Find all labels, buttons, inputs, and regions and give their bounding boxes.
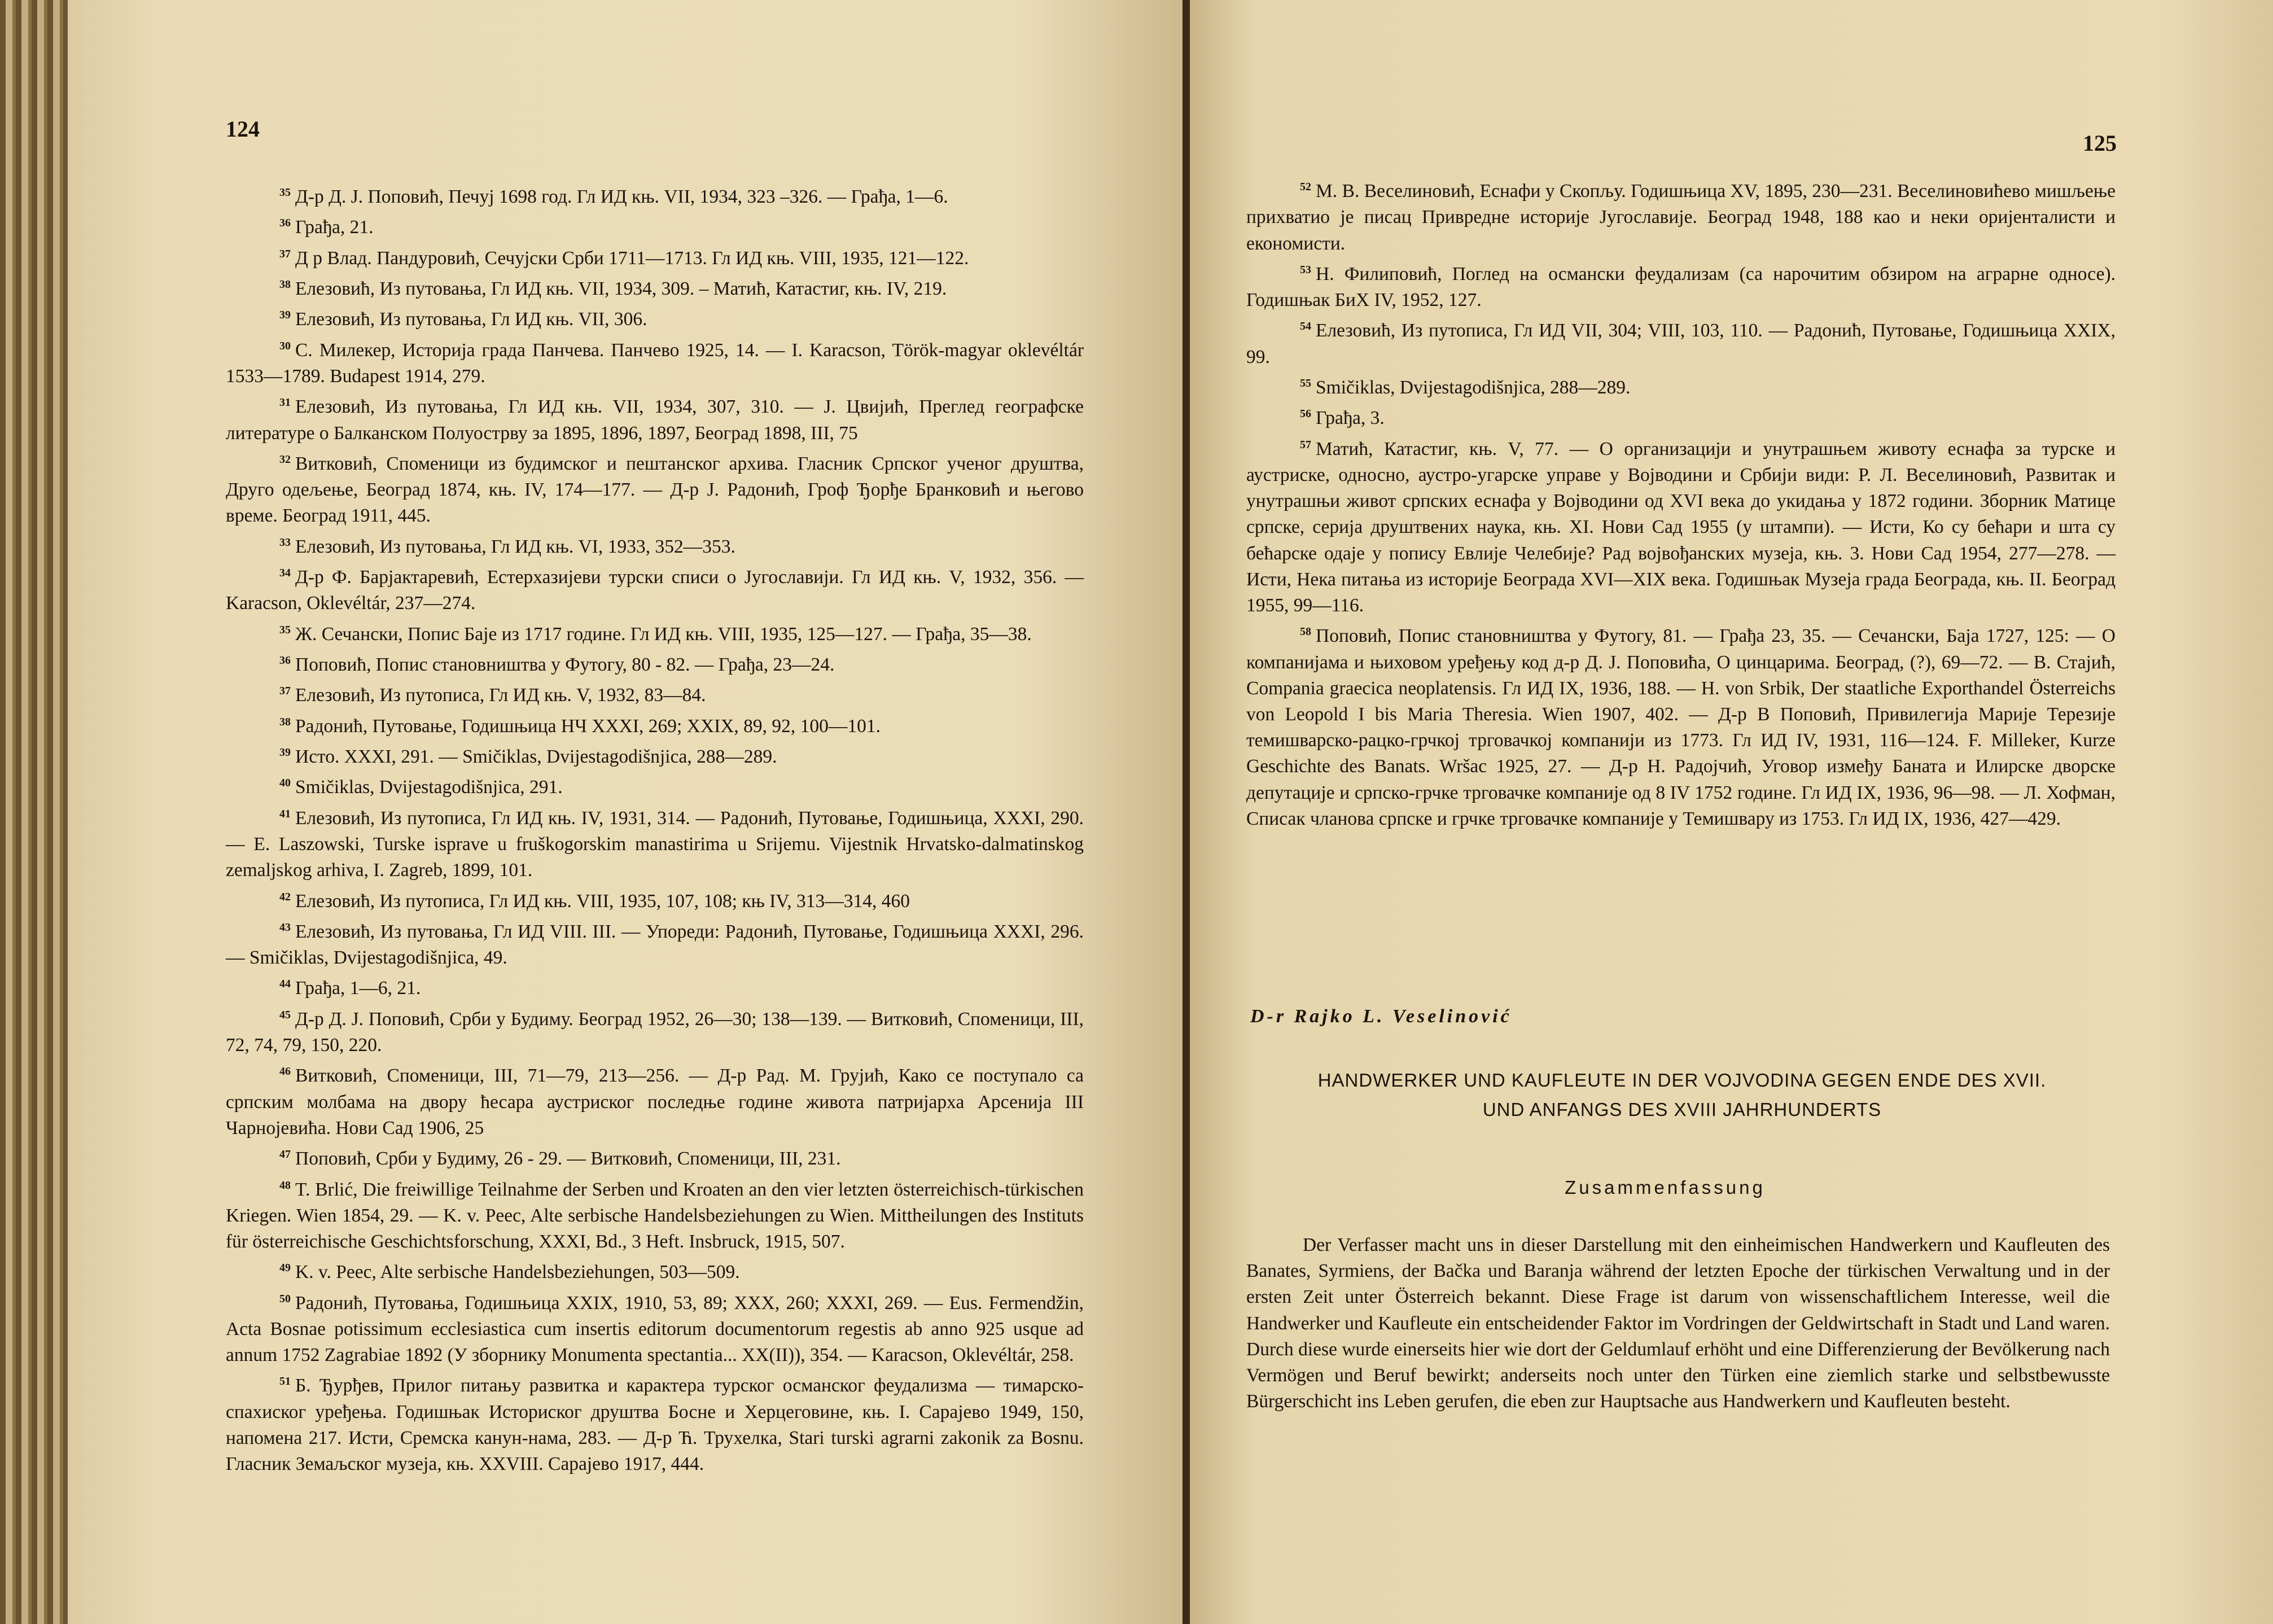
footnote-text: K. v. Peec, Alte serbische Handelsbeziehungen, 503—509. bbox=[295, 1262, 740, 1283]
footnote-text: Грађа, 1—6, 21. bbox=[295, 978, 421, 999]
footnote-text: Елезовић, Из путописа, Гл ИД VII, 304; VIII, 103, 110. — Радонић, Путовање, Годишњица XXIX, 99. bbox=[1246, 320, 2116, 367]
footnote-number: 56 bbox=[1300, 408, 1311, 421]
footnote-number: 38 bbox=[279, 715, 291, 728]
footnote-text: Елезовић, Из путовања, Гл ИД књ. VI, 1933, 352—353. bbox=[295, 536, 735, 557]
footnote-number: 47 bbox=[279, 1148, 291, 1161]
footnote-number: 36 bbox=[279, 217, 291, 230]
footnote bbox=[226, 180, 1084, 210]
footnote-number: 55 bbox=[1300, 377, 1311, 389]
footnote-text: Елезовић, Из путовања, Гл ИД VIII. III. — Упореди: Радонић, Путовање, Годишњица XXXI, 296. — Smičiklas, Dvijestagodišnjica, 49. bbox=[226, 921, 1084, 969]
footnote-text: Поповић, Попис становништва у Футогу, 81. — Грађа 23, 35. — Сечански, Баја 1727, 125: — О компанијама и њиховом уређењу код д-р Д. Ј. Поповића, О цинцарима. Београд, (?), 69—72. — В. Стајић, Compania graecica neoplatensis. Гл ИД IX, 1936, 188. — H. von Srbik, Der staatliche Exporthandel Österreichs von Leopold I bis Maria Theresia. Wien 1907, 402. — Д-р В Поповић, Привилегија Марије Терезије темишварско-рацко-грчкој трговачкој компанији из 1773. Гл ИД IV, 1931, 116—124. F. Milleker, Kurze Geschichte des Banats. Wršac 1925, 27. — Д-р Н. Радојчић, Уговор између Баната и Илирске дворске депутације и српско-грчке трговачке компаније од 8 IV 1752 године. Гл ИД IX, 1936, 96—98. — Л. Хофман, Списак чланова српске и грчке трговачке компаније у Темишвару из 1753. Гл ИД IX, 1936, 427—429. bbox=[1246, 625, 2116, 829]
footnote-text: Д-р Д. Ј. Поповић, Печуј 1698 год. Гл ИД књ. VII, 1934, 323 –326. — Грађа, 1—6. bbox=[295, 186, 948, 208]
footnote-text: Д-р Ф. Барјактаревић, Естерхазијеви турски списи о Југославији. Гл ИД књ. V, 1932, 356. — Karacson, Oklevéltár, 237—274. bbox=[226, 567, 1084, 614]
footnote bbox=[226, 333, 1084, 390]
footnote-text: Радонић, Путовање, Годишњица НЧ XXXI, 269; XXIX, 89, 92, 100—101. bbox=[295, 715, 881, 737]
footnote-text: Ж. Сечански, Попис Баје из 1717 године. Гл ИД књ. VIII, 1935, 125—127. — Грађа, 35—38. bbox=[295, 623, 1032, 645]
footnote-text: Smičiklas, Dvijestagodišnjica, 291. bbox=[295, 777, 563, 798]
footnote-number: 49 bbox=[279, 1262, 291, 1275]
footnote bbox=[226, 447, 1084, 529]
footnote-number: 35 bbox=[279, 623, 291, 636]
footnote-text: Витковић, Споменици из будимског и пештанског архива. Гласник Српског ученог друштва, Друго одељење, Београд 1874, књ. IV, 174—177. — Д-р Ј. Радонић, Гроф Ђорђе Бранковић и његово време. Београд 1911, 445. bbox=[226, 453, 1084, 527]
footnote-number: 45 bbox=[279, 1008, 291, 1021]
footnote bbox=[226, 302, 1084, 332]
footnote bbox=[226, 1286, 1084, 1369]
footnote bbox=[226, 1058, 1084, 1141]
footnote-text: Елезовић, Из путописа, Гл ИД књ. VIII, 1935, 107, 108; књ IV, 313—314, 460 bbox=[295, 890, 910, 912]
footnote-text: Матић, Катастиг, књ. V, 77. — О организацији и унутрашњем животу еснафа за турске и аустриске, односно, аустро-угарске управе у Војводини и Србији види: Р. Л. Веселиновић, Развитак и унутрашњи живот српских еснафа у Војводини од XVI века до укидања у 1872 години. Зборник Матице српске, серија друштвених наука, књ. XI. Нови Сад 1955 (у штампи). — Исти, Ко су бећари и шта су бећарске одаје у попису Евлије Челебије? Рад војвођанских музеја, књ. 3. Нови Сад 1954, 277—278. — Исти, Нека питања из историје Београда XVI—XIX века. Годишњак Музеја града Београда, књ. II. Београд 1955, 99—116. bbox=[1246, 438, 2116, 616]
footnote-number: 52 bbox=[1300, 181, 1311, 193]
footnote bbox=[226, 801, 1084, 884]
footnote bbox=[1246, 432, 2116, 619]
page-edges bbox=[0, 0, 68, 1624]
footnote-text: Д-р Д. Ј. Поповић, Срби у Будиму. Београд 1952, 26—30; 138—139. — Витковић, Споменици, III, 72, 74, 79, 150, 220. bbox=[226, 1008, 1084, 1056]
footnote bbox=[226, 1172, 1084, 1255]
footnote-number: 36 bbox=[279, 654, 291, 667]
footnote-number: 33 bbox=[279, 536, 291, 549]
footnote-text: Радонић, Путовања, Годишњица XXIX, 1910, 53, 89; XXX, 260; XXXI, 269. — Eus. Fermendžin, Acta Bosnae potissimum ecclesiastica cum insertis editorum documentorum regestis ab anno 925 usque ad annum 1752 Zagrabiae 1892 (У зборнику Monumenta spectantia... XX(II)), 354. — Karacson, Oklevéltár, 258. bbox=[226, 1292, 1084, 1366]
footnote-number: 40 bbox=[279, 777, 291, 790]
footnote-number: 31 bbox=[279, 396, 291, 409]
footnote-text: М. В. Веселиновић, Еснафи у Скопљу. Годишњица XV, 1895, 230—231. Веселиновићево мишљење прихватио је писац Привредне историје Југославије. Београд 1948, 188 као и неки оријенталисти и економисти. bbox=[1246, 181, 2116, 254]
footnote-number: 48 bbox=[279, 1179, 291, 1192]
footnote-number: 53 bbox=[1300, 263, 1311, 276]
summary-text: Der Verfasser macht uns in dieser Darstellung mit den einheimischen Handwerkern und Kaufleuten des Banates, Syrmiens, der Bačka und Baranja während der letzten Epoche der türkischen Verwaltung und in der ersten Zeit unter Österreich bekannt. Diese Frage ist darum von wissenschaftlichem Interesse, weil die Handwerker und Kaufleute ein entscheidender Faktor im Vordringen der Geldwirtschaft in Stadt und Land waren. Durch diese wurde einerseits hier wie dort der Geldumlauf erhöht und eine Differenzierung der Bevölkerung nach Vermögen und Beruf bewirkt; anderseits noch unter den Türken eine ziemlich starke und selbstbewusste Bürgerschicht ins Leben gerufen, die eben zur Hauptsache aus Handwerkern und Kaufleuten besteht. bbox=[1246, 1235, 2110, 1412]
footnote-text: С. Милекер, Историја града Панчева. Панчево 1925, 14. — I. Karacson, Török-magyar oklevéltár 1533—1789. Budapest 1914, 279. bbox=[226, 339, 1084, 387]
footnote-text: Поповић, Срби у Будиму, 26 - 29. — Витковић, Споменици, III, 231. bbox=[295, 1148, 841, 1170]
footnote-text: Н. Филиповић, Поглед на османски феудализам (са нарочитим обзиром на аграрне односе). Годишњак БиХ IV, 1952, 127. bbox=[1246, 263, 2116, 311]
footnote-text: Д р Влад. Пандуровић, Сечујски Срби 1711—1713. Гл ИД књ. VIII, 1935, 121—122. bbox=[295, 247, 969, 269]
footnote-number: 46 bbox=[279, 1065, 291, 1078]
footnote-text: Елезовић, Из путописа, Гл ИД књ. V, 1932, 83—84. bbox=[295, 685, 706, 706]
footnote bbox=[1246, 401, 2116, 431]
footnote-text: Витковић, Споменици, III, 71—79, 213—256. — Д-р Рад. М. Грујић, Како се поступало са српским молбама на двору ћесара аустриског последње године живота патријарха Арсенија III Чарнојевића. Нови Сад 1906, 25 bbox=[226, 1065, 1084, 1139]
footnote bbox=[226, 914, 1084, 971]
footnote bbox=[226, 709, 1084, 739]
footnote-text: Грађа, 21. bbox=[295, 217, 374, 238]
footnote bbox=[226, 1255, 1084, 1285]
footnote-number: 51 bbox=[279, 1375, 291, 1388]
footnote-number: 44 bbox=[279, 978, 291, 991]
footnote-number: 35 bbox=[279, 186, 291, 199]
footnote bbox=[226, 1002, 1084, 1059]
footnote bbox=[226, 971, 1084, 1001]
title-line-1: HANDWERKER UND KAUFLEUTE IN DER VOJVODINA GEGEN ENDE DES XVII. bbox=[1317, 1070, 2047, 1091]
footnote-number: 34 bbox=[279, 567, 291, 580]
footnote-text: Грађа, 3. bbox=[1316, 408, 1385, 429]
footnote bbox=[226, 739, 1084, 770]
footnote-number: 30 bbox=[279, 339, 291, 352]
footnote-number: 50 bbox=[279, 1292, 291, 1305]
footnote bbox=[226, 647, 1084, 678]
footnote bbox=[1246, 370, 2116, 401]
footnote bbox=[226, 210, 1084, 240]
footnote-number: 37 bbox=[279, 685, 291, 698]
footnote bbox=[1246, 619, 2116, 832]
footnote-number: 41 bbox=[279, 807, 291, 820]
footnote-text: T. Brlić, Die freiwillige Teilnahme der Serben und Kroaten an den vier letzten österreichisch-türkischen Kriegen. Wien 1854, 29. — K. v. Peec, Alte serbische Handelsbeziehungen zu Wien. Mittheilungen des Instituts für österreichische Geschichtsforschung, XXXI, Bd., 3 Heft. Insbruck, 1915, 507. bbox=[226, 1179, 1084, 1253]
footnote bbox=[226, 560, 1084, 617]
footnote-text: Б. Ђурђев, Прилог питању развитка и карактера турског османског феудализма — тимарско-спахиског уређења. Годишњак Историског друштва Босне и Херцеговине, књ. I. Сарајево 1949, 150, напомена 217. Исти, Сремска канун-нама, 283. — Д-р Ћ. Трухелка, Stari turski agrarni zakonik za Bosnu. Гласник Земаљског музеја, књ. XXVIII. Сарајево 1917, 444. bbox=[226, 1375, 1084, 1475]
footnote-number: 32 bbox=[279, 453, 291, 466]
footnote bbox=[1246, 174, 2116, 257]
left-footnotes bbox=[226, 180, 1084, 1477]
footnote bbox=[226, 1368, 1084, 1477]
footnote-number: 43 bbox=[279, 921, 291, 934]
footnote-text: Исто. XXXI, 291. — Smičiklas, Dvijestagodišnjica, 288—289. bbox=[295, 746, 777, 768]
footnote-text: Елезовић, Из путовања, Гл ИД књ. VII, 1934, 307, 310. — Ј. Цвијић, Преглед географске литературе о Балканском Полуострву за 1895, 1896, 1897, Београд 1898, III, 75 bbox=[226, 396, 1084, 444]
footnote bbox=[1246, 257, 2116, 314]
footnote-number: 37 bbox=[279, 247, 291, 260]
footnote-text: Поповић, Попис становништва у Футогу, 80 - 82. — Грађа, 23—24. bbox=[295, 654, 835, 676]
footnote-number: 39 bbox=[279, 309, 291, 322]
article-title bbox=[1259, 1066, 2105, 1124]
footnote bbox=[226, 1141, 1084, 1172]
footnote-number: 39 bbox=[279, 746, 291, 759]
footnote-number: 38 bbox=[279, 278, 291, 291]
footnote-number: 57 bbox=[1300, 438, 1311, 451]
summary-heading: Zusammenfassung bbox=[1565, 1177, 1766, 1198]
footnote bbox=[226, 389, 1084, 447]
footnote-number: 42 bbox=[279, 890, 291, 903]
footnote-text: Елезовић, Из путописа, Гл ИД књ. IV, 1931, 314. — Радонић, Путовање, Годишњица, XXXI, 290. — E. Laszowski, Turske isprave u fruškogorskim manastirima u Srijemu. Vijestnik Hrvatsko-dalmatinskog zemaljskog arhiva, I. Zagreb, 1899, 101. bbox=[226, 807, 1084, 881]
footnote-text: Smičiklas, Dvijestagodišnjica, 288—289. bbox=[1316, 377, 1631, 399]
footnote bbox=[226, 241, 1084, 272]
author-name: D-r Rajko L. Veselinović bbox=[1250, 1006, 1512, 1027]
footnote bbox=[226, 884, 1084, 914]
footnote bbox=[226, 678, 1084, 708]
footnote bbox=[226, 529, 1084, 560]
left-page-number: 124 bbox=[226, 116, 260, 142]
footnote bbox=[226, 770, 1084, 800]
footnote-number: 58 bbox=[1300, 625, 1311, 638]
title-line-2: UND ANFANGS DES XVIII JAHRHUNDERTS bbox=[1482, 1099, 1882, 1120]
right-page-number: 125 bbox=[2083, 130, 2117, 156]
footnote bbox=[226, 272, 1084, 302]
footnote-text: Елезовић, Из путовања, Гл ИД књ. VII, 1934, 309. – Матић, Катастиг, књ. IV, 219. bbox=[295, 278, 947, 300]
footnote-text: Елезовић, Из путовања, Гл ИД књ. VII, 306. bbox=[295, 309, 647, 330]
footnote bbox=[1246, 313, 2116, 370]
footnote-number: 54 bbox=[1300, 320, 1311, 333]
right-footnotes bbox=[1246, 174, 2116, 832]
footnote bbox=[226, 617, 1084, 647]
